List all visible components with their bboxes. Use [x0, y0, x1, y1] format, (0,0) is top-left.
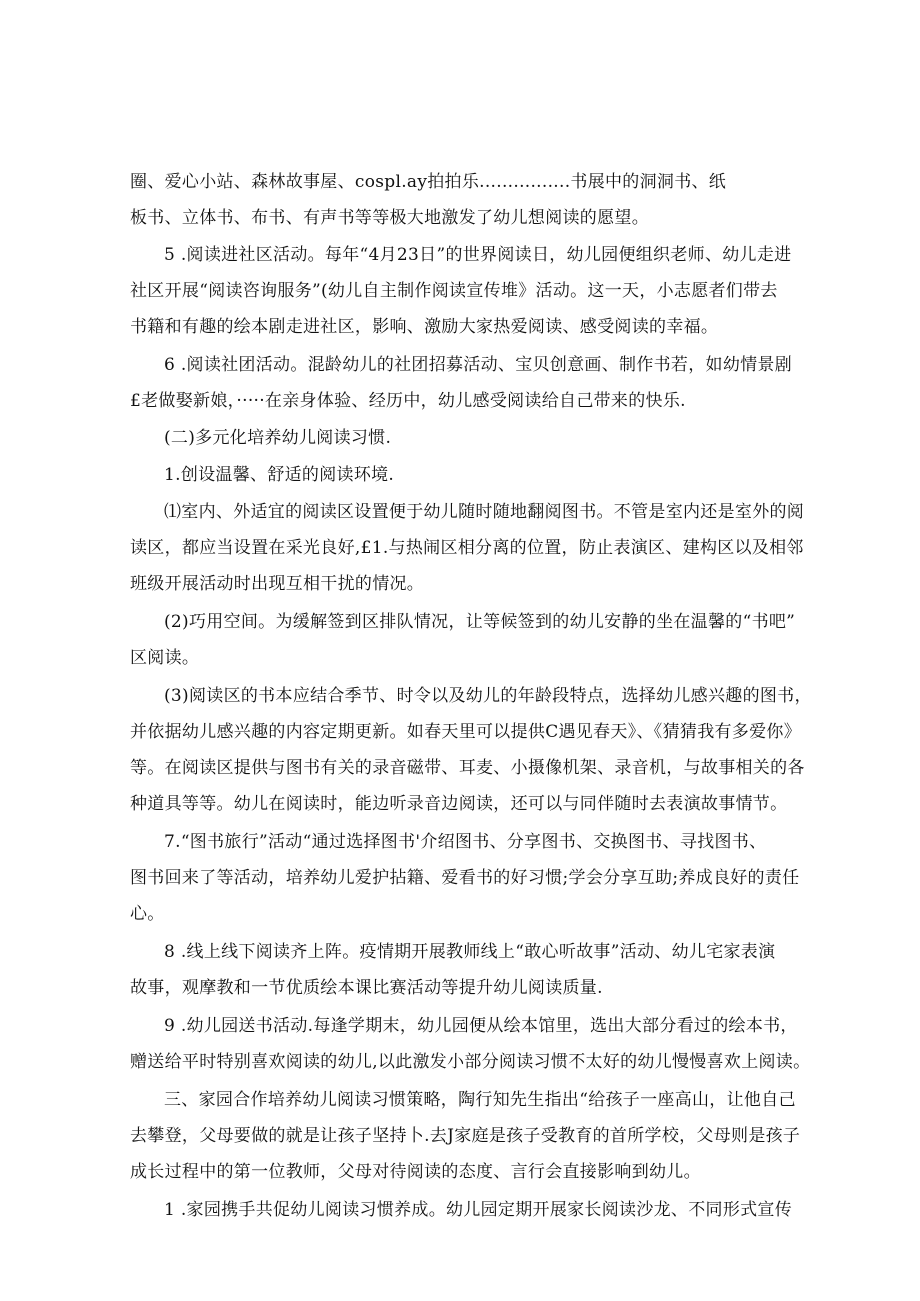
text-line: 区阅读。 [130, 648, 200, 668]
text-line: 板书、立体书、布书、有声书等等极大地激发了幼儿想阅读的愿望。 [130, 208, 649, 228]
text-line: 9 .幼儿园送书活动.每逢学期末，幼儿园便从绘本馆里，选出大部分看过的绘本书， [164, 1016, 798, 1036]
text-line: 5 .阅读进社区活动。每年“4月23日”的世界阅读日，幼儿园便组织老师、幼儿走进 [164, 245, 792, 265]
text-line: £老做娶新娘，·····在亲身体验、经历中，幼儿感受阅读给自己带来的快乐. [130, 391, 686, 411]
text-line: 去攀登，父母要做的就是让孩子坚持卜.去J家庭是孩子受教育的首所学校，父母则是孩子 [130, 1126, 801, 1146]
text-line: 1 .家园携手共促幼儿阅读习惯养成。幼儿园定期开展家长阅读沙龙、不同形式宣传 [164, 1200, 793, 1220]
text-line: 1.创设温馨、舒适的阅读环境. [164, 465, 395, 485]
text-line: 种道具等等。幼儿在阅读时，能边听录音边阅读，还可以与同伴随时去表演故事情节。 [130, 794, 788, 814]
text-line: 并依据幼儿感兴趣的内容定期更新。如春天里可以提供C遇见春天》、《猜猜我有多爱你》 [130, 722, 802, 742]
text-line: (2)巧用空间。为缓解签到区排队情况，让等候签到的幼儿安静的坐在温馨的“书吧” [164, 612, 796, 632]
text-line: ⑴室内、外适宜的阅读区设置便于幼儿随时随地翻阅图书。不管是室内还是室外的阅 [164, 502, 805, 522]
text-line: 6 .阅读社团活动。混龄幼儿的社团招募活动、宝贝创意画、制作书若，如幼情景剧 [164, 355, 793, 375]
text-line: 7.“图书旅行”活动“通过选择图书'介绍图书、分享图书、交换图书、寻找图书、 [164, 832, 767, 852]
text-line: (二)多元化培养幼儿阅读习惯. [164, 428, 392, 448]
text-line: 书籍和有趣的绘本剧走进社区，影响、激励大家热爱阅读、感受阅读的幸福。 [130, 317, 719, 337]
text-line: 成长过程中的第一位教师，父母对待阅读的态度、言行会直接影响到幼儿。 [130, 1162, 701, 1182]
text-line: 三、家园合作培养幼儿阅读习惯策略，陶行知先生指出“给孩子一座高山，让他自己 [164, 1090, 796, 1110]
text-line: 8 .线上线下阅读齐上阵。疫情期开展教师线上“敢心听故事”活动、幼儿宅家表演 [164, 942, 776, 962]
text-line: 赠送给平时特别喜欢阅读的幼儿,以此激发小部分阅读习惯不太好的幼儿慢慢喜欢上阅读。 [130, 1052, 811, 1072]
text-line: 等。在阅读区提供与图书有关的录音磁带、耳麦、小摄像机架、录音机，与故事相关的各 [130, 758, 805, 778]
text-line: 故事，观摩教和一节优质绘本课比赛活动等提升幼儿阅读质量. [130, 978, 603, 998]
text-line: 图书回来了等活动，培养幼儿爱护拈籍、爱看书的好习惯;学会分享互助;养成良好的责任 [130, 868, 800, 888]
text-line: (3)阅读区的书本应结合季节、时令以及幼儿的年龄段特点，选择幼儿感兴趣的图书， [164, 686, 812, 706]
text-line: 班级开展活动时出现互相干扰的情况。 [130, 574, 425, 594]
text-line: 读区，都应当设置在采光良好,£1.与热闹区相分离的位置，防止表演区、建构区以及相邻 [130, 538, 804, 558]
text-line: 圈、爱心小站、森林故事屋、cospl.ay拍拍乐................书展中的洞洞书、纸 [130, 172, 727, 192]
text-line: 社区开展“阅读咨询服务”(幼儿自主制作阅读宣传堆》活动。这一天，小志愿者们带去 [130, 281, 778, 301]
text-line: 心。 [130, 904, 165, 924]
